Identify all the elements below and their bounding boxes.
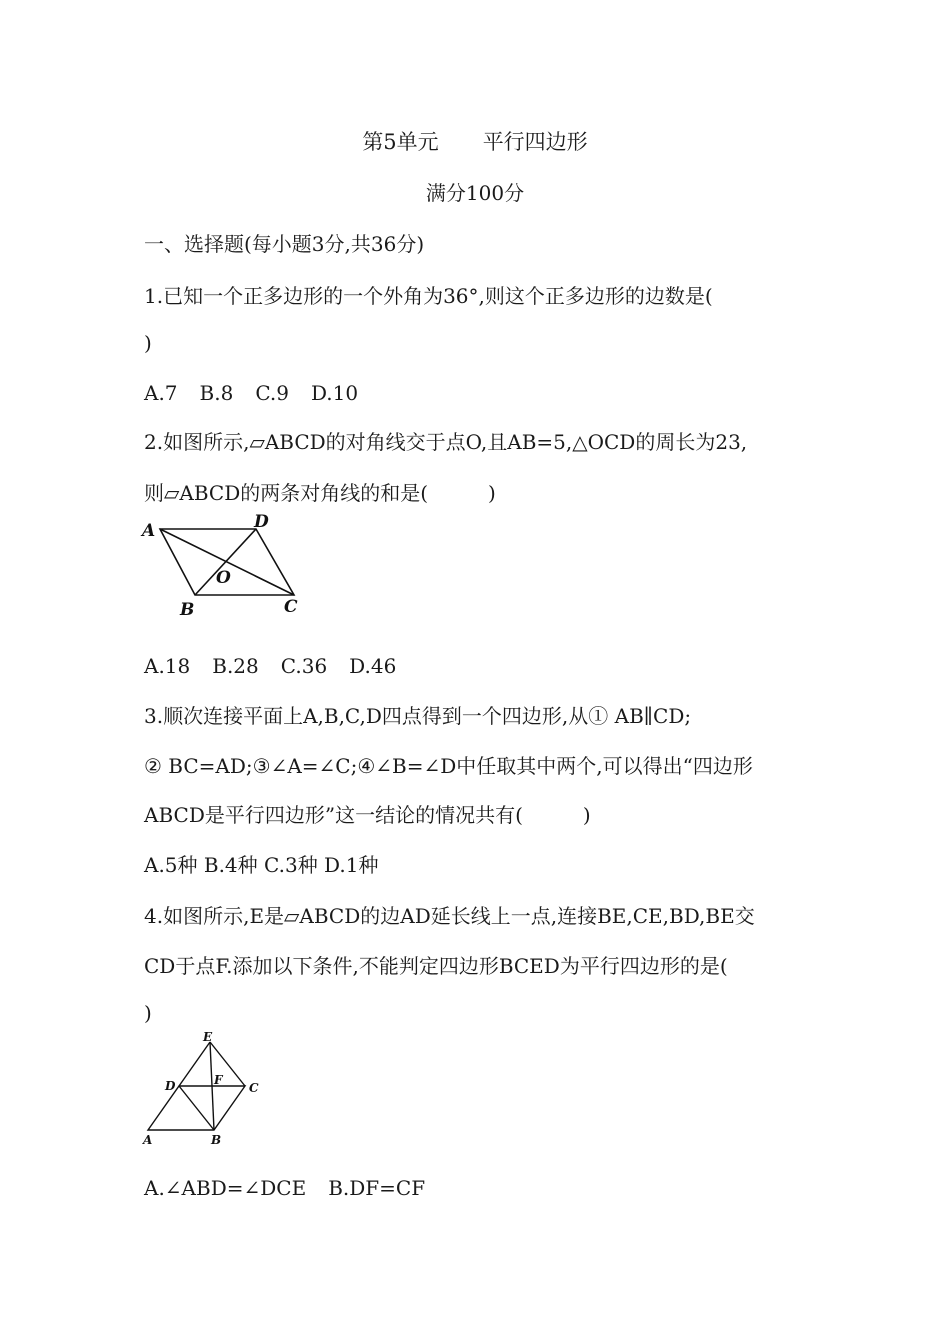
label-o: O	[216, 568, 231, 588]
q2-option-c[interactable]: C.36	[280, 654, 328, 678]
q1-option-c[interactable]: C.9	[255, 381, 289, 405]
label-c: C	[284, 597, 298, 617]
label-d: D	[165, 1079, 176, 1093]
segment-bd	[179, 1086, 214, 1130]
q4-options	[144, 1174, 425, 1202]
q3-options[interactable]: A.5种 B.4种 C.3种 D.1种	[144, 853, 379, 877]
q4-stem-line1: 4.如图所示,E是▱ABCD的边AD延长线上一点,连接BE,CE,BD,BE交	[144, 904, 755, 928]
q3-stem-text: ABCD是平行四边形”这一结论的情况共有(	[144, 803, 523, 827]
q1-option-a[interactable]: A.7	[144, 381, 178, 405]
q1-options	[144, 379, 358, 407]
label-d: D	[254, 512, 269, 532]
q3-stem-line1: 3.顺次连接平面上A,B,C,D四点得到一个四边形,从① AB∥CD;	[144, 704, 692, 728]
q4-option-b[interactable]: B.DF=CF	[328, 1176, 426, 1200]
q1-option-d[interactable]: D.10	[310, 381, 359, 405]
unit-title	[0, 128, 950, 156]
q4-stem-line3: )	[144, 1001, 152, 1025]
q4-parallelogram-figure	[138, 1030, 273, 1146]
q3-stem-line2: ② BC=AD;③∠A=∠C;④∠B=∠D中任取其中两个,可以得出“四边形	[144, 754, 753, 778]
q4-stem-line2: CD于点F.添加以下条件,不能判定四边形BCED为平行四边形的是(	[144, 954, 728, 978]
label-b: B	[180, 600, 195, 620]
q1-stem-line1: 1.已知一个正多边形的一个外角为36°,则这个正多边形的边数是(	[144, 284, 713, 308]
q2-option-a[interactable]: A.18	[144, 654, 191, 678]
unit-label: 第5单元	[362, 130, 439, 154]
topic-label: 平行四边形	[482, 130, 588, 154]
label-e: E	[203, 1030, 213, 1044]
q3-stem-close: )	[582, 803, 591, 827]
q2-stem-text: 则▱ABCD的两条对角线的和是(	[144, 481, 429, 505]
q2-option-d[interactable]: D.46	[349, 654, 397, 678]
q2-parallelogram-figure	[140, 508, 320, 620]
q2-stem-line1: 2.如图所示,▱ABCD的对角线交于点O,且AB=5,△OCD的周长为23,	[144, 430, 748, 454]
section-title: 一、选择题(每小题3分,共36分)	[144, 232, 425, 256]
q3-stem-line3	[144, 801, 591, 829]
q2-options	[144, 652, 396, 680]
label-f: F	[214, 1073, 223, 1087]
q1-option-b[interactable]: B.8	[199, 381, 234, 405]
label-a: A	[143, 1133, 153, 1146]
q4-option-a[interactable]: A.∠ABD=∠DCE	[144, 1176, 307, 1200]
extension-de	[179, 1042, 210, 1086]
label-a: A	[142, 521, 156, 541]
q1-stem-line2: )	[144, 331, 152, 355]
label-c: C	[249, 1081, 259, 1095]
q2-stem-line2	[144, 479, 496, 507]
q2-option-b[interactable]: B.28	[212, 654, 259, 678]
label-b: B	[211, 1133, 222, 1146]
full-score: 满分100分	[425, 181, 525, 205]
q2-stem-close: )	[488, 481, 496, 505]
